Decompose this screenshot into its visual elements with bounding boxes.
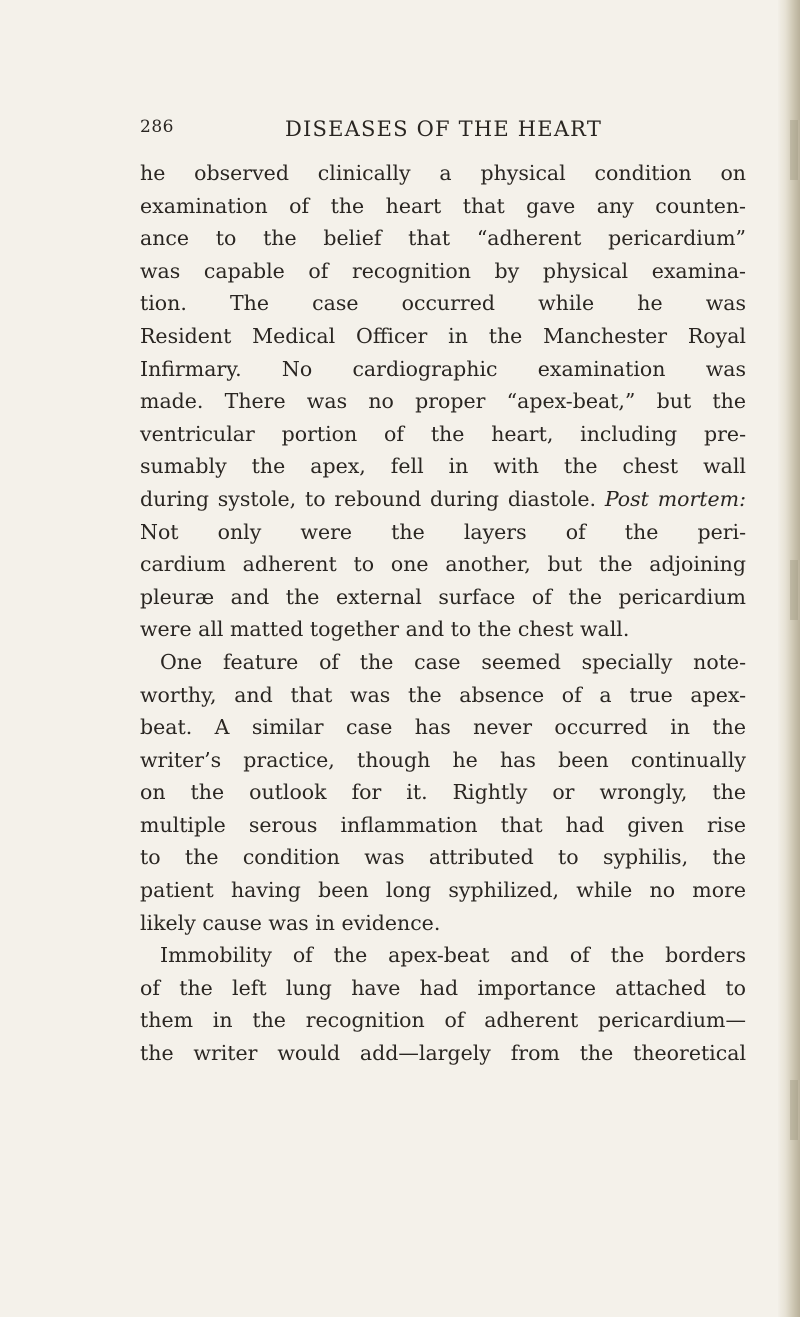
text-line: them in the recognition of adherent pericardium— (140, 1008, 746, 1033)
text-line: writer’s practice, though he has been continually (140, 747, 746, 772)
text-line: ance to the belief that “adherent pericardium” (140, 226, 746, 251)
text-line: made. There was no proper “apex-beat,” but the (140, 389, 746, 414)
italic-phrase: Post mortem: (604, 486, 746, 511)
text-line: Resident Medical Officer in the Manchester Royal (140, 323, 746, 348)
text-line: Not only were the layers of the peri- (140, 519, 746, 544)
text-line: worthy, and that was the absence of a true apex- (140, 682, 746, 707)
text-line: likely cause was in evidence. (140, 910, 441, 935)
text-line: of the left lung have had importance attached to (140, 975, 746, 1000)
text-line: was capable of recognition by physical examina- (140, 258, 746, 283)
text-line: tion. The case occurred while he was (140, 291, 746, 316)
text-line: the writer would add—largely from the theoretical (140, 1041, 746, 1066)
text-line: Immobility of the apex-beat and of the borders (160, 943, 746, 968)
gutter-shadow-mark (790, 120, 798, 180)
text-line: examination of the heart that gave any counten- (140, 193, 746, 218)
text-line: on the outlook for it. Rightly or wrongly, the (140, 780, 746, 805)
page-number: 286 (140, 117, 174, 137)
page-gutter (778, 0, 800, 1317)
text-line: sumably the apex, fell in with the chest wall (140, 454, 746, 479)
text-line: Infirmary. No cardiographic examination was (140, 356, 746, 381)
text-line: cardium adherent to one another, but the adjoining (140, 552, 746, 577)
text-line: ventricular portion of the heart, including pre- (140, 421, 746, 446)
running-head (140, 117, 780, 145)
text-fragment: during systole, to rebound during diastole. (140, 486, 597, 511)
running-title: DISEASES OF THE HEART (285, 117, 603, 141)
text-line: were all matted together and to the chest wall. (140, 617, 630, 642)
gutter-shadow-mark (790, 560, 798, 620)
text-line: patient having been long syphilized, while no more (140, 878, 746, 903)
text-line: beat. A similar case has never occurred in the (140, 715, 746, 740)
text-line: One feature of the case seemed specially note- (160, 649, 746, 674)
text-line: pleuræ and the external surface of the pericardium (140, 584, 746, 609)
body-text (140, 157, 746, 1070)
text-line (140, 483, 746, 516)
text-line: to the condition was attributed to syphilis, the (140, 845, 746, 870)
text-line: multiple serous inflammation that had given rise (140, 812, 746, 837)
gutter-shadow-mark (790, 1080, 798, 1140)
text-line: he observed clinically a physical condition on (140, 161, 746, 185)
